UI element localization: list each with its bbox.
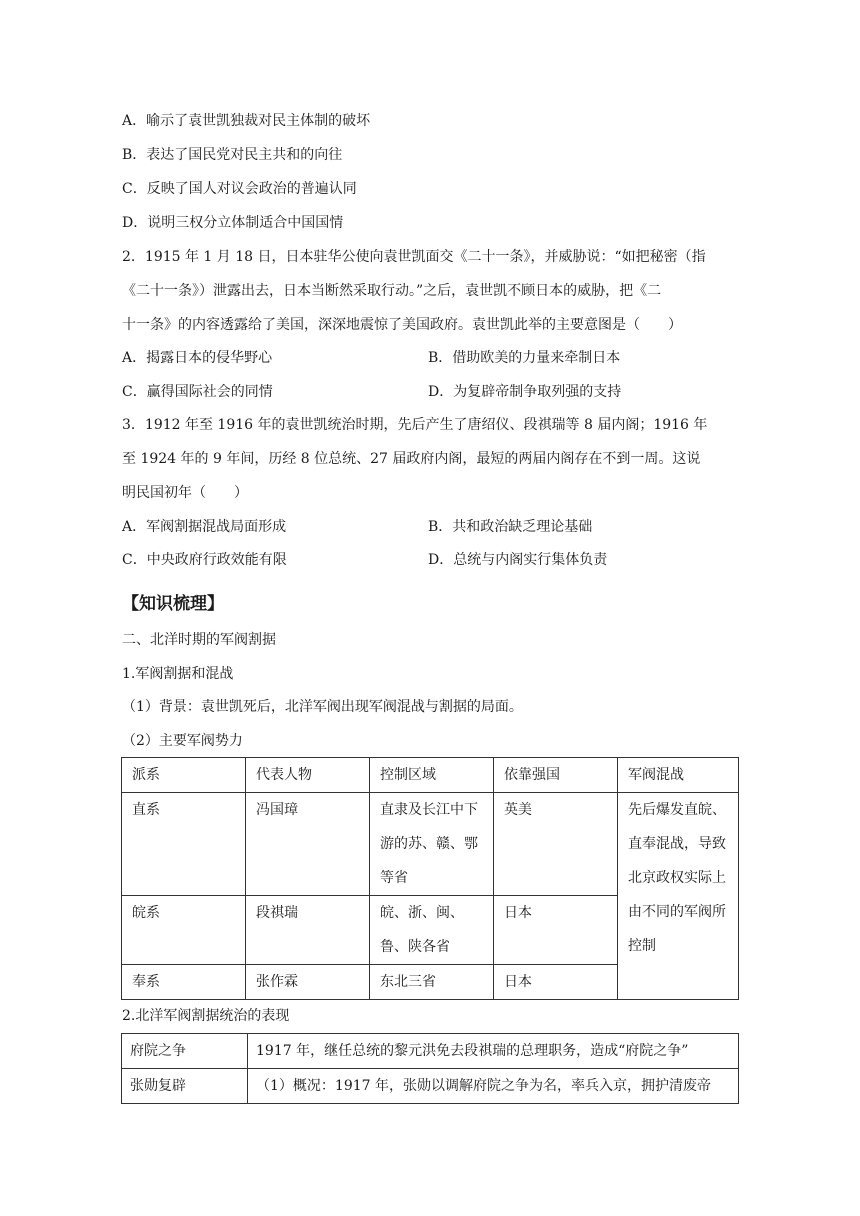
q2-stem-line-1: 2．1915 年 1 月 18 日，日本驻华公使向袁世凯面交《二十一条》，并威胁说：“如把秘密（指 xyxy=(122,249,706,265)
header-leader: 代表人物 xyxy=(246,758,370,793)
q3-stem-line-3: 明民国初年（ ） xyxy=(122,485,248,501)
q1-option-c: C．反映了国人对议会政治的普遍认同 xyxy=(122,181,357,197)
background-text: （1）背景：袁世凯死后，北洋军阀出现军阀混战与割据的局面。 xyxy=(122,699,523,715)
q2-option-d: D．为复辟帝制争取列强的支持 xyxy=(428,384,622,400)
forces-title: （2）主要军阀势力 xyxy=(122,733,243,749)
q3-option-c: C．中央政府行政效能有限 xyxy=(122,552,287,568)
cell-content: （1）概况：1917 年，张勋以调解府院之争为名，率兵入京，拥护清废帝 xyxy=(248,1069,739,1104)
cell-backer: 日本 xyxy=(494,896,618,965)
beiyang-rule-table xyxy=(121,1033,739,1104)
cell-region: 东北三省 xyxy=(370,965,494,1000)
q2-option-c: C．赢得国际社会的同情 xyxy=(122,384,273,400)
warlord-factions-table xyxy=(121,757,739,1000)
q3-option-b: B．共和政治缺乏理论基础 xyxy=(428,519,593,535)
section-title: 二、北洋时期的军阀割据 xyxy=(122,632,276,648)
q3-stem-line-2: 至 1924 年的 9 年间，历经 8 位总统、27 届政府内阁，最短的两届内阁存在不到一周。这说 xyxy=(122,451,701,467)
q2-option-a: A．揭露日本的侵华野心 xyxy=(122,350,273,366)
section-heading: 【知识梳理】 xyxy=(122,594,224,614)
table-row xyxy=(122,1069,739,1104)
table-row xyxy=(122,1034,739,1069)
subsection-1-title: 1.军阀割据和混战 xyxy=(122,666,234,682)
cell-region: 皖、浙、闽、鲁、陕各省 xyxy=(370,896,494,965)
cell-backer: 英美 xyxy=(494,793,618,896)
header-faction: 派系 xyxy=(122,758,246,793)
q3-option-d: D．总统与内阁实行集体负责 xyxy=(428,552,608,568)
table-header-row xyxy=(122,758,739,793)
q1-option-a: A．喻示了袁世凯独裁对民主体制的破坏 xyxy=(122,113,371,129)
q1-option-b: B．表达了国民党对民主共和的向往 xyxy=(122,147,343,163)
table-row xyxy=(122,793,739,896)
cell-faction: 直系 xyxy=(122,793,246,896)
q2-stem-line-3: 十一条》的内容透露给了美国，深深地震惊了美国政府。袁世凯此举的主要意图是（ ） xyxy=(122,317,682,333)
cell-topic: 府院之争 xyxy=(122,1034,248,1069)
cell-wars-note: 先后爆发直皖、直奉混战，导致北京政权实际上由不同的军阀所控制 xyxy=(618,793,739,1000)
cell-region: 直隶及长江中下游的苏、赣、鄂等省 xyxy=(370,793,494,896)
header-wars: 军阀混战 xyxy=(618,758,739,793)
q2-option-b: B．借助欧美的力量来牵制日本 xyxy=(428,350,621,366)
cell-leader: 段祺瑞 xyxy=(246,896,370,965)
q2-stem-line-2: 《二十一条》）泄露出去，日本当断然采取行动。”之后，袁世凯不顾日本的威胁，把《二 xyxy=(122,283,662,299)
subsection-2-title: 2.北洋军阀割据统治的表现 xyxy=(122,1008,290,1024)
cell-content: 1917 年，继任总统的黎元洪免去段祺瑞的总理职务，造成“府院之争” xyxy=(248,1034,739,1069)
q1-option-d: D．说明三权分立体制适合中国国情 xyxy=(122,215,344,231)
cell-faction: 奉系 xyxy=(122,965,246,1000)
q3-stem-line-1: 3．1912 年至 1916 年的袁世凯统治时期，先后产生了唐绍仪、段祺瑞等 8 届内阁；1916 年 xyxy=(122,417,708,433)
cell-backer: 日本 xyxy=(494,965,618,1000)
header-backer: 依靠强国 xyxy=(494,758,618,793)
cell-leader: 冯国璋 xyxy=(246,793,370,896)
cell-topic: 张勋复辟 xyxy=(122,1069,248,1104)
cell-faction: 皖系 xyxy=(122,896,246,965)
cell-leader: 张作霖 xyxy=(246,965,370,1000)
header-region: 控制区域 xyxy=(370,758,494,793)
q3-option-a: A．军阀割据混战局面形成 xyxy=(122,519,287,535)
